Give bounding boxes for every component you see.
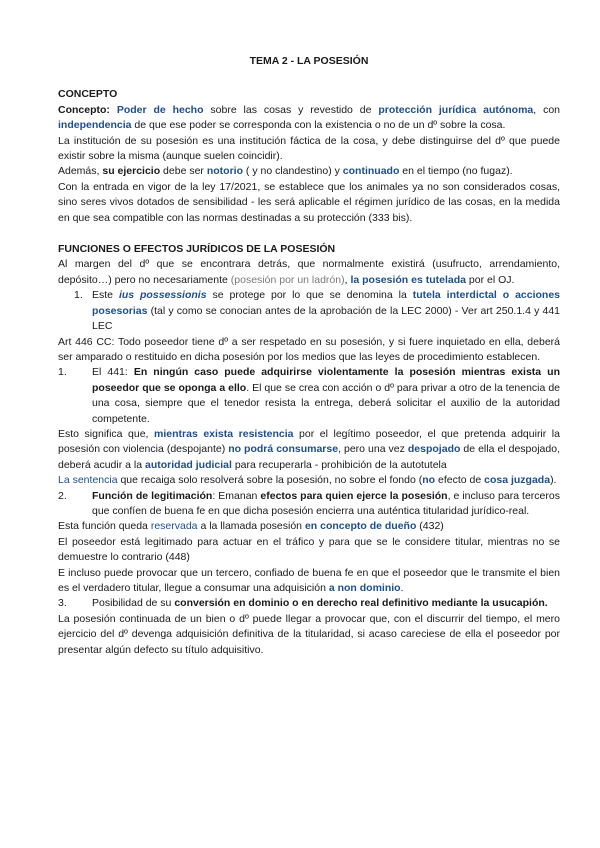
highlight-sentencia: La sentencia: [58, 474, 118, 487]
text-span: por el legítimo poseedor, el que pretenda adquirir la posesión con violencia (despojante): [58, 427, 560, 456]
text-span: Al margen del dº que se encontrara detrás, que normalmente existirá (usufructo, arrendamiento, depósito…) pero no necesariamente: [58, 258, 560, 286]
highlight-reservada: reservada: [150, 520, 198, 533]
highlight-tutelada: la posesión es tutelada: [350, 273, 466, 286]
highlight-notorio: notorio: [206, 165, 243, 178]
gray-ladron: (posesión por un ladrón): [230, 273, 345, 286]
text-span: que recaiga solo resolverá sobre la posesión, no sobre el fondo (: [117, 474, 423, 487]
text-span: Además,: [58, 165, 103, 178]
text-span: , pero una vez: [338, 443, 408, 456]
section-heading-concepto: CONCEPTO: [58, 88, 118, 101]
text-span: ,: [344, 273, 351, 286]
list-text: [92, 596, 560, 611]
highlight-despojado: despojado: [407, 443, 461, 456]
highlight-independencia: independencia: [58, 119, 132, 132]
list-text: [92, 489, 560, 520]
text-span: . El que se crea con acción o dº para privar a otro de la tenencia de una cosa, siempre que el tenedor resista la entrega, deberá solicitar el auxilio de la autoridad competente.: [92, 381, 560, 425]
text-span: , con: [533, 103, 561, 116]
paragraph-art-446: Art 446 CC: Todo poseedor tiene dº a ser respetado en su posesión, y si fuere inquietado en ella, deberá ser amparado o restituido en dicha posesión por los medios que las leyes de procedimiento establecen.: [58, 335, 560, 363]
paragraph-ejercicio: [58, 164, 560, 179]
spacer: [58, 226, 560, 242]
list-item-legitimacion: [58, 489, 560, 520]
bold-efectos: efectos para quien ejerce la posesión: [260, 489, 448, 502]
highlight-concepto-dueno: en concepto de dueño: [304, 520, 417, 533]
text-span: .: [400, 582, 404, 594]
text-span: (432): [416, 520, 444, 533]
highlight-resistencia: mientras exista resistencia: [154, 427, 294, 440]
paragraph-legitimado: El poseedor está legitimado para actuar en el tráfico y para que se le considere titular, mientras no se demuestre lo contrario (448): [58, 535, 560, 564]
text-span: Este: [92, 289, 119, 302]
bold-su-ejercicio: su ejercicio: [102, 165, 161, 178]
highlight-no: no: [422, 474, 436, 487]
text-span: a la llamada posesión: [197, 520, 305, 533]
text-span: efecto de: [435, 474, 485, 487]
text-span: de ella el despojado, deberá acudir a la: [58, 443, 560, 471]
paragraph-tercero: [58, 566, 560, 597]
list-text: [92, 365, 560, 427]
list-item-441: [58, 365, 560, 427]
text-span: E incluso puede provocar que un tercero, confiado de buena fe en que el poseedor que le transmite el bien es el verdadero titular, llegue a consumar una adquisición: [58, 566, 560, 594]
paragraph-al-margen: [58, 257, 560, 288]
text-span: ).: [550, 474, 557, 487]
text-span: (tal y como se conocian antes de la aprobación de la LEC 2000) - Ver art 250.1.4 y 441 LEC: [92, 304, 560, 333]
text-span: Esto significa que,: [58, 427, 155, 440]
paragraph-institucion: La institución de su posesión es una institución fáctica de la cosa, y debe distinguirse del dº que puede existir sobre la misma (aunque suelen coincidir).: [58, 134, 560, 163]
text-span: en el tiempo (no fugaz).: [399, 165, 513, 178]
text-span: Posibilidad de su: [92, 597, 175, 610]
list-number: 1.: [58, 366, 67, 379]
text-span: Esta función queda: [58, 520, 151, 533]
paragraph-resistencia: [58, 427, 560, 473]
list-number: 2.: [58, 489, 67, 502]
bold-violentamente: En ningún caso puede adquirirse violentamente la posesión mientras exista un poseedor que se oponga a ello: [92, 366, 560, 394]
text-span: se protege por lo que se denomina la: [206, 289, 413, 302]
highlight-ius-possessionis: ius possessionis: [118, 289, 207, 302]
page-title: TEMA 2 - LA POSESIÓN: [249, 55, 369, 67]
list-item-usucapion: [58, 596, 560, 611]
paragraph-posesion-continuada: La posesión continuada de un bien o dº puede llegar a provocar que, con el discurrir del tiempo, el mero ejercicio del dº devenga adquisición definitiva de la titularidad, si acaso careciese de ella el poseedor por presentar algún defecto su título adquisitivo.: [58, 612, 560, 656]
text-span: debe ser: [160, 165, 207, 178]
highlight-non-dominio: a non dominio: [328, 582, 401, 594]
text-span: , e incluso para terceros que confíen de buena fe en que dicha posesión encierra una auténtica titularidad jurídico-real.: [92, 489, 560, 517]
highlight-tutela-interdictal: tutela interdictal o acciones posesorias: [92, 289, 561, 317]
paragraph-ley-animales: Con la entrada en vigor de la ley 17/2021, se establece que los animales ya no son considerados cosas, sino seres vivos dotados de sensibilidad - les será aplicable el régimen jurídico de las cosas, en la medida en que sea compatible con las normas destinadas a su protección (333 bis).: [58, 180, 560, 224]
text-span: : Emanan: [212, 489, 261, 502]
list-number: 3.: [58, 597, 67, 610]
paragraph-sentencia: [58, 473, 560, 488]
text-span: para recuperarla - prohibición de la autotutela: [231, 458, 447, 471]
highlight-no-podra: no podrá consumarse: [228, 443, 339, 456]
section-heading-funciones: FUNCIONES O EFECTOS JURÍDICOS DE LA POSESIÓN: [58, 243, 336, 256]
highlight-proteccion: protección jurídica autónoma: [378, 103, 534, 116]
paragraph-reservada: [58, 519, 560, 534]
text-span: por el OJ.: [466, 273, 515, 286]
text-span: de que ese poder se corresponda con la existencia o no de un dº sobre la cosa.: [131, 119, 506, 132]
highlight-autoridad: autoridad judicial: [144, 458, 232, 471]
text-span: sobre las cosas y revestido de: [203, 103, 379, 116]
concepto-label: Concepto:: [58, 103, 110, 116]
text-span: ( y no clandestino) y: [243, 165, 343, 178]
text-span: El 441:: [92, 366, 134, 379]
bold-conversion: conversión en dominio o en derecho real definitivo mediante la usucapión.: [174, 597, 548, 610]
list-text: [92, 288, 560, 334]
list-number: 1.: [74, 289, 83, 302]
highlight-poder-de-hecho: Poder de hecho: [116, 103, 204, 116]
bold-funcion-legitimacion: Función de legitimación: [92, 489, 213, 502]
paragraph-concepto: [58, 103, 560, 134]
list-item-ius-possessionis: [58, 288, 560, 334]
highlight-continuado: continuado: [342, 165, 400, 178]
highlight-cosa-juzgada: cosa juzgada: [484, 474, 551, 487]
